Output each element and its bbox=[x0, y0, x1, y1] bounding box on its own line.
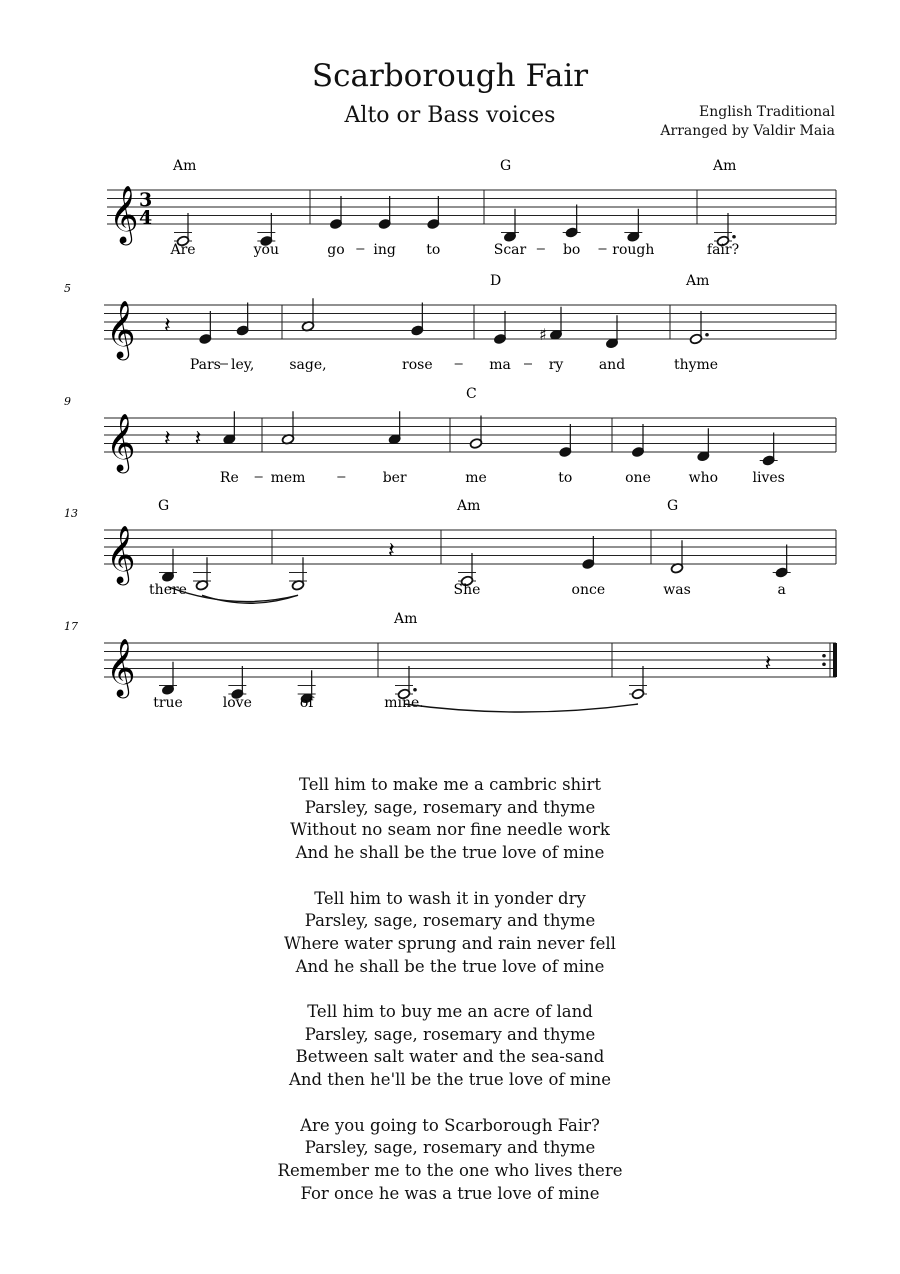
lyric-syllable: ing bbox=[373, 242, 396, 258]
lyric-syllable: bo bbox=[562, 242, 581, 258]
treble-clef-icon: 𝄞 bbox=[106, 525, 136, 583]
verse-line: Remember me to the one who lives there bbox=[277, 1160, 623, 1180]
quarter-rest-icon: 𝄽 bbox=[764, 651, 772, 677]
lyric-syllable: true bbox=[153, 695, 183, 711]
lyric-syllable: ry bbox=[548, 357, 564, 373]
treble-clef-icon: 𝄞 bbox=[106, 638, 136, 696]
chord-symbol: Am bbox=[173, 158, 197, 174]
augmentation-dot bbox=[732, 235, 736, 239]
lyric-syllable: lives bbox=[752, 470, 785, 486]
lyric-syllable: thyme bbox=[673, 357, 719, 373]
verse-line: For once he was a true love of mine bbox=[300, 1183, 600, 1203]
augmentation-dot bbox=[413, 688, 417, 692]
lyric-syllable: there bbox=[149, 582, 187, 598]
verse-line: Between salt water and the sea-sand bbox=[295, 1047, 605, 1067]
lyric-syllable: a bbox=[777, 582, 786, 598]
lyric-syllable: Pars bbox=[189, 357, 221, 373]
lyric-syllable: one bbox=[625, 470, 651, 486]
chord-symbol: D bbox=[490, 273, 502, 289]
time-signature-bottom: 4 bbox=[139, 207, 153, 229]
treble-clef-icon: 𝄞 bbox=[106, 300, 136, 358]
lyric-syllable: mine. bbox=[384, 695, 424, 711]
quarter-rest-icon: 𝄽 bbox=[388, 538, 395, 564]
composer-credit: English Traditional bbox=[699, 104, 835, 120]
lyric-syllable: once bbox=[571, 582, 606, 598]
measure-number: 5 bbox=[64, 282, 71, 295]
sharp-icon: ♯ bbox=[539, 324, 547, 344]
lyric-syllable: fair? bbox=[706, 242, 740, 258]
chord-symbol: Am bbox=[394, 611, 418, 627]
arranger-credit: Arranged by Valdir Maia bbox=[660, 123, 835, 139]
lyric-syllable: ma bbox=[489, 357, 511, 373]
verse-stanza bbox=[0, 1001, 900, 1092]
quarter-rest-icon: 𝄽 bbox=[194, 426, 202, 452]
lyric-syllable: you bbox=[253, 242, 280, 258]
lyric-syllable: to bbox=[426, 242, 441, 258]
measure-number: 13 bbox=[64, 507, 78, 520]
repeat-dot bbox=[822, 654, 826, 658]
tie-curve bbox=[168, 587, 298, 602]
verse-line: And he shall be the true love of mine bbox=[295, 843, 605, 863]
measure-number: 17 bbox=[64, 620, 78, 633]
lyric-syllable: She bbox=[453, 582, 481, 598]
final-barline bbox=[833, 643, 837, 677]
lyric-syllable: Re bbox=[219, 470, 239, 486]
lyric-syllable: rough bbox=[612, 242, 655, 258]
tie-curve bbox=[404, 704, 638, 712]
verse-line: Without no seam nor fine needle work bbox=[290, 820, 610, 840]
augmentation-dot bbox=[705, 333, 709, 337]
verse-line: Parsley, sage, rosemary and thyme bbox=[304, 911, 596, 931]
lyric-syllable: who bbox=[688, 470, 719, 486]
chord-symbol: Am bbox=[457, 498, 481, 514]
verse-line: Tell him to wash it in yonder dry bbox=[314, 888, 586, 908]
lyric-syllable: mem bbox=[270, 470, 306, 486]
lyric-syllable: Scar bbox=[493, 242, 527, 258]
treble-clef-icon: 𝄞 bbox=[106, 413, 136, 471]
verse-line: Parsley, sage, rosemary and thyme bbox=[304, 797, 596, 817]
chord-symbol: Am bbox=[713, 158, 737, 174]
verse-stanza bbox=[0, 774, 900, 865]
chord-symbol: G bbox=[158, 498, 170, 514]
lyric-syllable: was bbox=[663, 582, 691, 598]
chord-symbol: G bbox=[500, 158, 512, 174]
verse-line: Tell him to buy me an acre of land bbox=[307, 1002, 593, 1021]
measure-number: 9 bbox=[64, 395, 71, 408]
lyric-syllable: me bbox=[465, 470, 487, 486]
lyric-syllable: love bbox=[222, 695, 252, 711]
lyric-syllable: ber bbox=[382, 470, 407, 486]
verse-line: Parsley, sage, rosemary and thyme bbox=[304, 1138, 596, 1158]
repeat-dot bbox=[822, 662, 826, 666]
lyric-syllable: go bbox=[327, 242, 345, 258]
verse-line: Parsley, sage, rosemary and thyme bbox=[304, 1024, 596, 1044]
lyric-syllable: and bbox=[598, 357, 626, 373]
lyric-syllable: ley, bbox=[231, 357, 255, 373]
lyric-syllable: sage, bbox=[289, 357, 327, 373]
score-subtitle: Alto or Bass voices bbox=[344, 103, 556, 128]
verse-line: And he shall be the true love of mine bbox=[295, 956, 605, 976]
verse-stanza bbox=[0, 888, 900, 979]
quarter-rest-icon: 𝄽 bbox=[164, 313, 171, 339]
verse-stanza bbox=[0, 1115, 900, 1206]
chord-symbol: G bbox=[667, 498, 679, 514]
treble-clef-icon: 𝄞 bbox=[109, 185, 139, 243]
score-title: Scarborough Fair bbox=[311, 58, 589, 94]
lyric-syllable: Are bbox=[170, 242, 196, 258]
quarter-rest-icon: 𝄽 bbox=[164, 426, 171, 452]
chord-symbol: C bbox=[466, 386, 477, 402]
lyric-syllable: to bbox=[558, 470, 573, 486]
verse-line: Are you going to Scarborough Fair? bbox=[300, 1115, 600, 1135]
lyric-syllable: of bbox=[299, 695, 314, 711]
verses-block bbox=[0, 774, 900, 1228]
time-signature-top: 3 bbox=[139, 189, 153, 211]
verse-line: Where water sprung and rain never fell bbox=[284, 933, 616, 953]
lyric-syllable: rose bbox=[402, 357, 433, 373]
verse-line: Tell him to make me a cambric shirt bbox=[299, 775, 601, 794]
verse-line: And then he'll be the true love of mine bbox=[288, 1070, 612, 1090]
chord-symbol: Am bbox=[686, 273, 710, 289]
